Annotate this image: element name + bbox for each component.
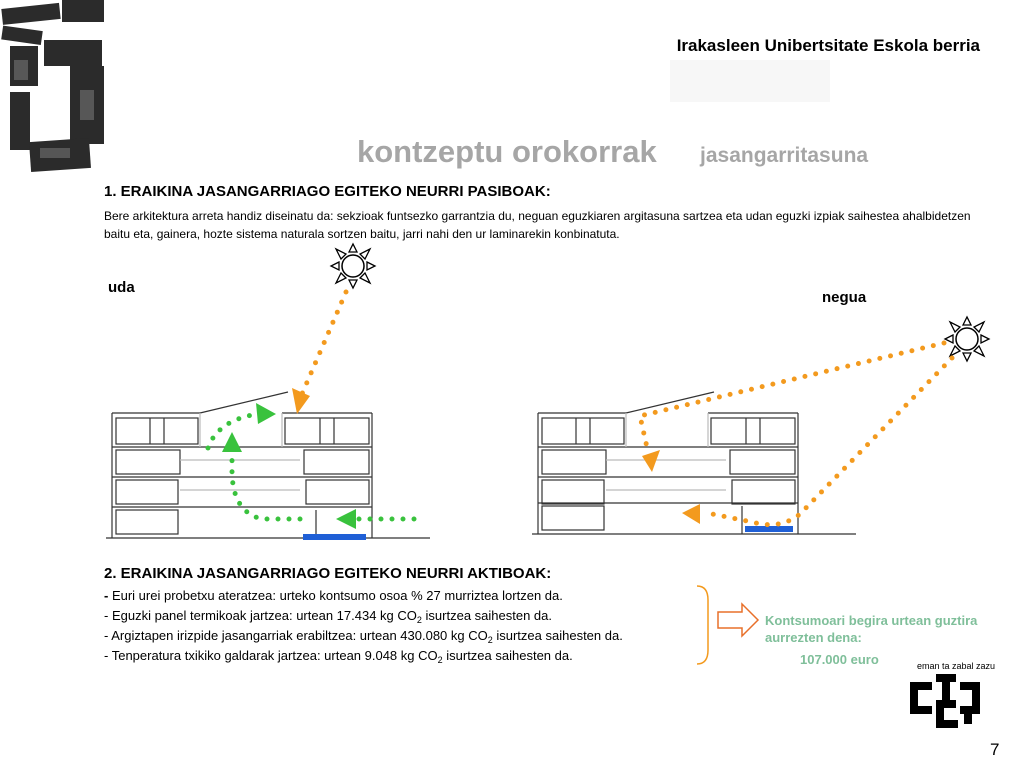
summer-air-low — [232, 452, 300, 519]
header-title: Irakasleen Unibertsitate Eskola berria — [676, 36, 980, 55]
summer-building — [106, 392, 430, 538]
page-title: kontzeptu orokorrak — [357, 134, 657, 169]
winter-label: negua — [822, 289, 867, 306]
brush-five-logo — [0, 0, 110, 178]
sun-icon — [945, 317, 989, 361]
list-item: - Euri urei probetxu ateratzea: urteko kontsumo osoa % 27 murriztea lortzen da. — [104, 588, 563, 603]
sun-icon — [331, 244, 375, 288]
university-logo-icon — [906, 674, 984, 730]
section1-heading: 1. ERAIKINA JASANGARRIAGO EGITEKO NEURRI PASIBOAK: — [104, 183, 551, 200]
summer-water-lamina — [303, 534, 366, 540]
summer-sun-ray — [302, 292, 346, 394]
savings-text: Kontsumoari begira urtean guztira aurrezten dena: — [765, 613, 978, 645]
page-number: 7 — [990, 740, 1000, 759]
header-strip — [670, 60, 830, 102]
winter-sun-ray-upper — [640, 343, 944, 452]
arrow-right-icon — [718, 604, 758, 636]
section1-body: Bere arkitektura arreta handiz diseinatu da: sekzioak funtsezko garrantzia du, neguan eguzkiaren argitasuna sartzea eta udan eguzki izpiak saihestea ahalbidetzen baitu eta, gainera, hozte sistema naturala sortzen baitu, jarri nahi den ur laminarekin konbinatuta. — [104, 209, 971, 241]
winter-sun-ray-lower — [712, 358, 952, 525]
list-item: - Argiztapen irizpide jasangarriak erabiltzea: urtean 430.080 kg $CO_2$ isurtzea saihesten da. — [104, 628, 623, 645]
savings-value: 107.000 euro — [800, 652, 879, 667]
section2-heading: 2. ERAIKINA JASANGARRIAGO EGITEKO NEURRI AKTIBOAK: — [104, 565, 552, 582]
winter-water-lamina — [745, 526, 793, 532]
list-item: - Tenperatura txikiko galdarak jartzea: urtean 9.048 kg $CO_2$ isurtzea saihesten da. — [104, 648, 573, 665]
university-motto: eman ta zabal zazu — [917, 661, 996, 671]
winter-building — [532, 392, 856, 534]
summer-air-exhaust — [208, 414, 258, 448]
page-subtitle: jasangarritasuna — [700, 144, 869, 167]
list-item: - Eguzki panel termikoak jartzea: urtean 17.434 kg $CO_2$ isurtzea saihesten da. — [104, 608, 552, 625]
active-measures-list — [104, 586, 704, 666]
summer-label: uda — [108, 279, 135, 296]
